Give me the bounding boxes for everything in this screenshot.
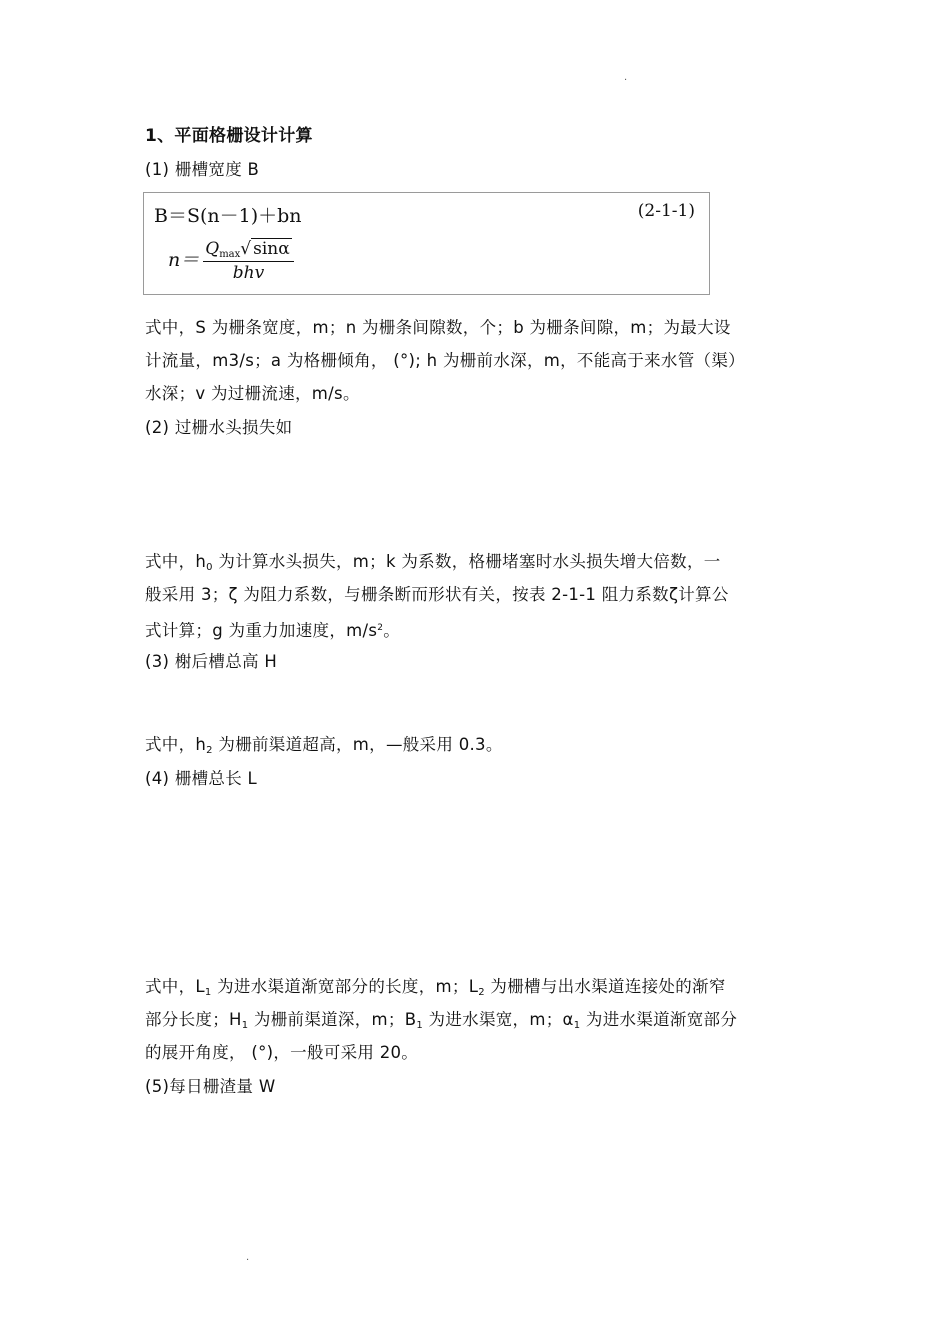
formula-sqrt: sinα [253, 239, 290, 259]
para1-line1: 式中，S 为栅条宽度，m；n 为栅条间隙数，个；b 为栅条间隙，m；为最大设 [145, 318, 731, 337]
formula-bar-count [168, 239, 294, 283]
para4-line1 [145, 976, 726, 1004]
para2-line2: 般采用 3；ζ 为阻力系数，与栅条断而形状有关，按表 2-1-1 阻力系数ζ计算公 [145, 585, 729, 604]
para4-line2-d: 为进水渠道渐宽部分 [580, 1010, 738, 1029]
para1-line2: 计流量，m3/s；a 为格栅倾角， (°); h 为栅前水深，m，不能高于来水管（渠） [145, 351, 745, 370]
para4-line2-b: 为栅前渠道深，m；B [248, 1010, 417, 1029]
para4-line1-sub1: 1 [204, 987, 212, 998]
item4-title: (4) 栅槽总长 L [145, 769, 258, 788]
section-title: 1、平面格栅设计计算 [145, 126, 313, 146]
para4-line1-b: 为进水渠道渐宽部分的长度，m；L [211, 977, 479, 996]
para3-b: 为栅前渠道超高，m，—般采用 0.3。 [212, 735, 503, 754]
item2-title: (2) 过栅水头损失如 [145, 418, 293, 437]
formula-n-lhs: n＝ [168, 249, 200, 271]
formula-q: Q [205, 239, 220, 259]
para3-sub: 2 [206, 745, 213, 756]
para3 [145, 734, 503, 762]
formula-denominator: bhv [232, 263, 265, 283]
para4-line2-sub3: 1 [573, 1020, 581, 1031]
para4-line2-sub1: 1 [241, 1020, 249, 1031]
item5-title: (5)每日栅渣量 W [145, 1077, 276, 1096]
formula-image [143, 192, 710, 295]
formula-fraction [203, 239, 293, 283]
formula-numerator: $Q_{max}√$ sinα [203, 239, 293, 262]
para2-line1 [145, 551, 721, 579]
para4-line2-a: 部分长度；H [145, 1010, 242, 1029]
header-dot: · [624, 75, 628, 86]
para4-line1-c: 为栅槽与出水渠道连接处的渐窄 [484, 977, 726, 996]
para4-line3: 的展开角度， (°)，一般可采用 20。 [145, 1043, 419, 1062]
para4-line1-a: 式中，L [145, 977, 205, 996]
para2-line3-a: 式计算；g 为重力加速度，m/s [145, 621, 378, 640]
item1-title: (1) 栅槽宽度 B [145, 160, 260, 179]
para2-line1-sub: 0 [206, 562, 213, 573]
para4-line1-sub2: 2 [478, 987, 485, 998]
footer-dot: · [246, 1255, 250, 1266]
formula-number: (2-1-1) [637, 201, 695, 221]
para4-line2-c: 为进水渠宽，m；α [423, 1010, 574, 1029]
para2-line1-b: 为计算水头损失，m；k 为系数，格栅堵塞时水头损失增大倍数，一 [212, 552, 721, 571]
para4-line2-sub2: 1 [416, 1020, 423, 1031]
para3-a: 式中，h [145, 735, 207, 754]
formula-q-sub: max [219, 249, 241, 260]
para2-line3 [145, 617, 400, 642]
para2-line3-sup: 2 [377, 623, 384, 633]
para4-line2 [145, 1009, 737, 1037]
para2-line3-b: 。 [383, 621, 401, 640]
formula-width: B＝S(n－1)＋bn [154, 205, 302, 227]
item3-title: (3) 榭后槽总高 H [145, 652, 278, 671]
para2-line1-a: 式中，h [145, 552, 207, 571]
para1-line3: 水深；v 为过栅流速，m/s。 [145, 384, 360, 403]
